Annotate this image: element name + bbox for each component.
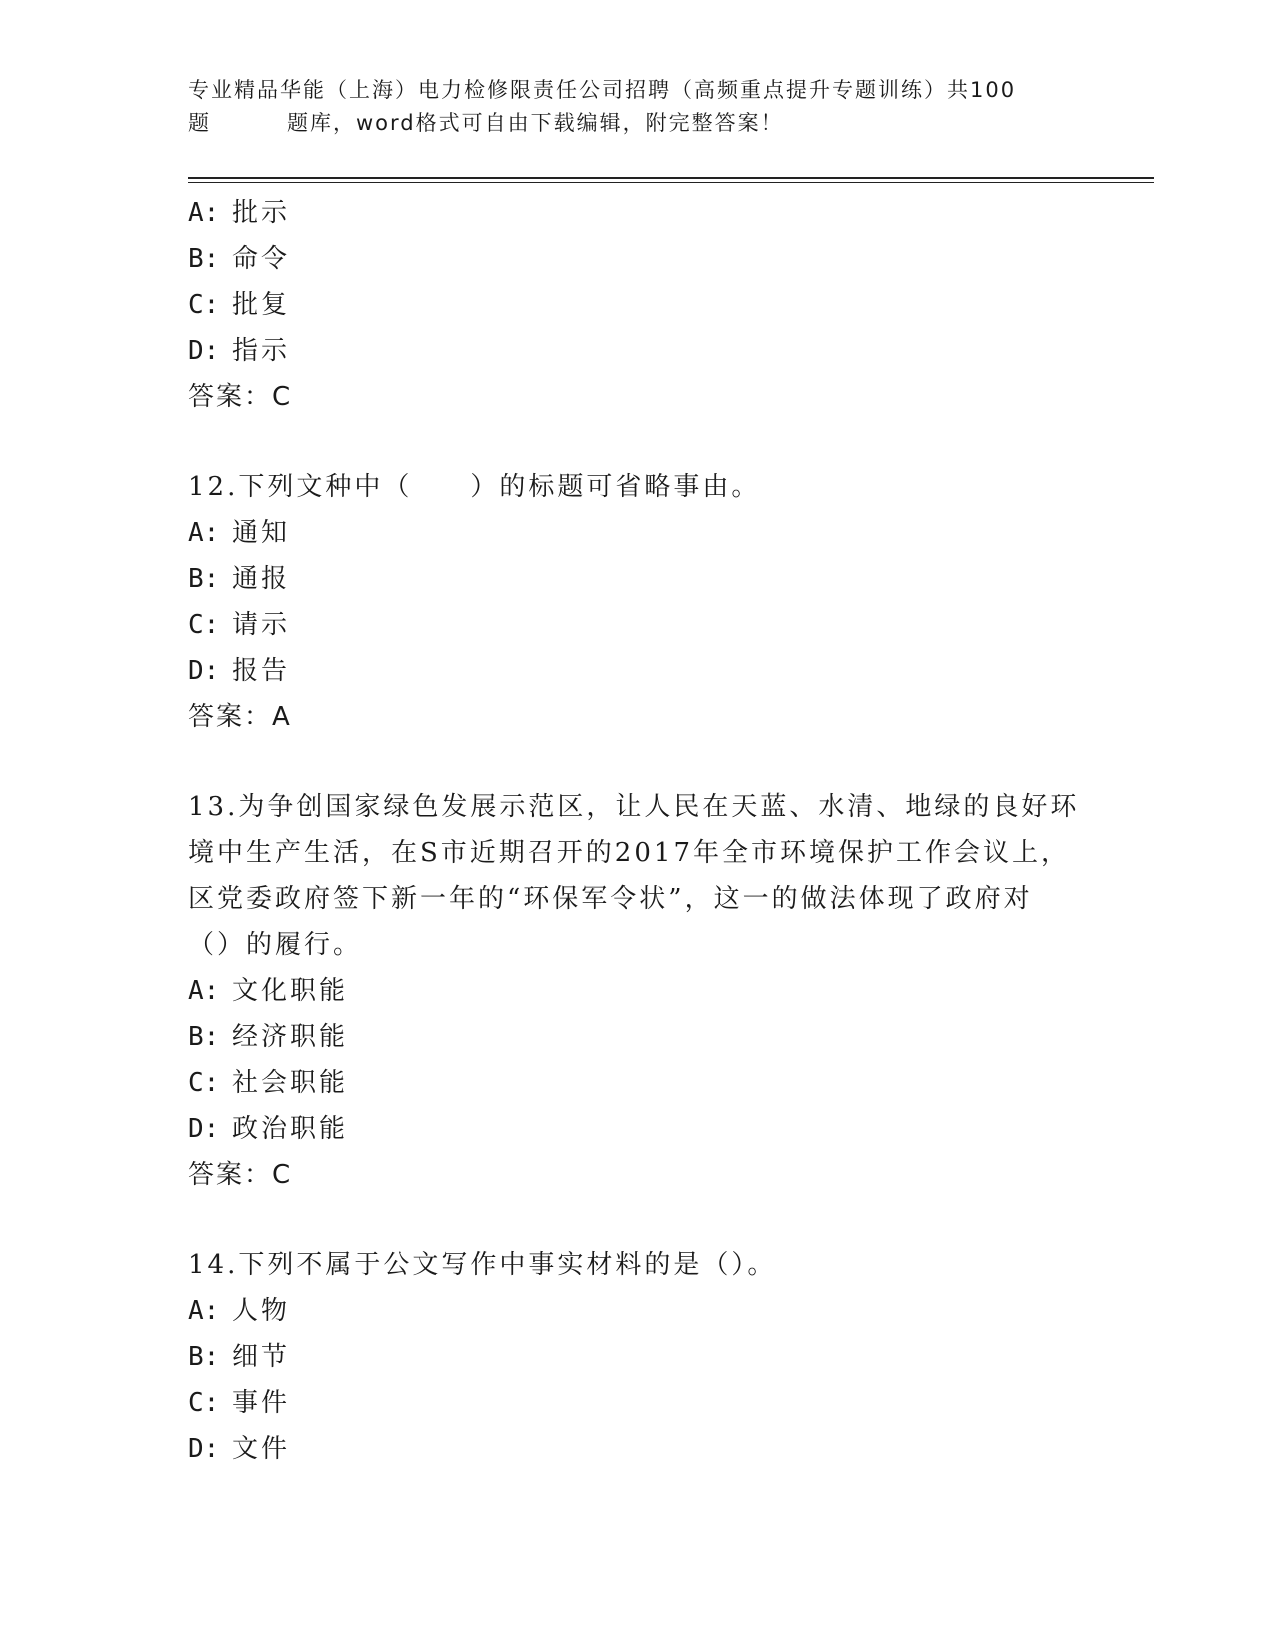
header-divider	[188, 177, 1154, 183]
question-text-line-3: 区党委政府签下新一年的“环保军令状”，这一的做法体现了政府对	[188, 884, 1033, 914]
option-b: B: 经济职能	[188, 1022, 349, 1052]
option-a: A: 通知	[188, 518, 291, 548]
option-c: C: 社会职能	[188, 1068, 349, 1098]
question-11	[188, 190, 1088, 420]
header-line-2	[188, 107, 1088, 140]
question-text: 12.下列文种中（ ）的标题可省略事由。	[188, 472, 761, 502]
question-12	[188, 464, 1088, 740]
question-text-line-2: 境中生产生活，在S市近期召开的2017年全市环境保护工作会议上，	[188, 838, 1070, 868]
answer: 答案：C	[188, 382, 293, 412]
question-text-line-1: 13.为争创国家绿色发展示范区，让人民在天蓝、水清、地绿的良好环	[188, 792, 1080, 822]
answer: 答案：A	[188, 702, 292, 732]
option-d: D: 文件	[188, 1434, 291, 1464]
option-d: D: 政治职能	[188, 1114, 349, 1144]
document-header	[188, 74, 1088, 140]
option-c: C: 事件	[188, 1388, 291, 1418]
header-line-2-left: 题	[188, 111, 211, 135]
option-c: C: 请示	[188, 610, 291, 640]
option-d: D: 报告	[188, 656, 291, 686]
question-text: 14.下列不属于公文写作中事实材料的是（）。	[188, 1250, 777, 1280]
option-a: A: 文化职能	[188, 976, 349, 1006]
option-a: A: 批示	[188, 198, 291, 228]
answer: 答案：C	[188, 1160, 293, 1190]
header-line-1: 专业精品华能（上海）电力检修限责任公司招聘（高频重点提升专题训练）共100	[188, 78, 1017, 102]
option-b: B: 细节	[188, 1342, 291, 1372]
option-b: B: 命令	[188, 244, 291, 274]
option-c: C: 批复	[188, 290, 291, 320]
option-b: B: 通报	[188, 564, 291, 594]
header-line-2-right: 题库，word格式可自由下载编辑，附完整答案！	[287, 111, 784, 135]
question-13	[188, 784, 1088, 1198]
option-d: D: 指示	[188, 336, 291, 366]
question-14	[188, 1242, 1088, 1472]
option-a: A: 人物	[188, 1296, 291, 1326]
document-body	[188, 190, 1088, 1472]
question-text-line-4: （）的履行。	[188, 930, 363, 960]
